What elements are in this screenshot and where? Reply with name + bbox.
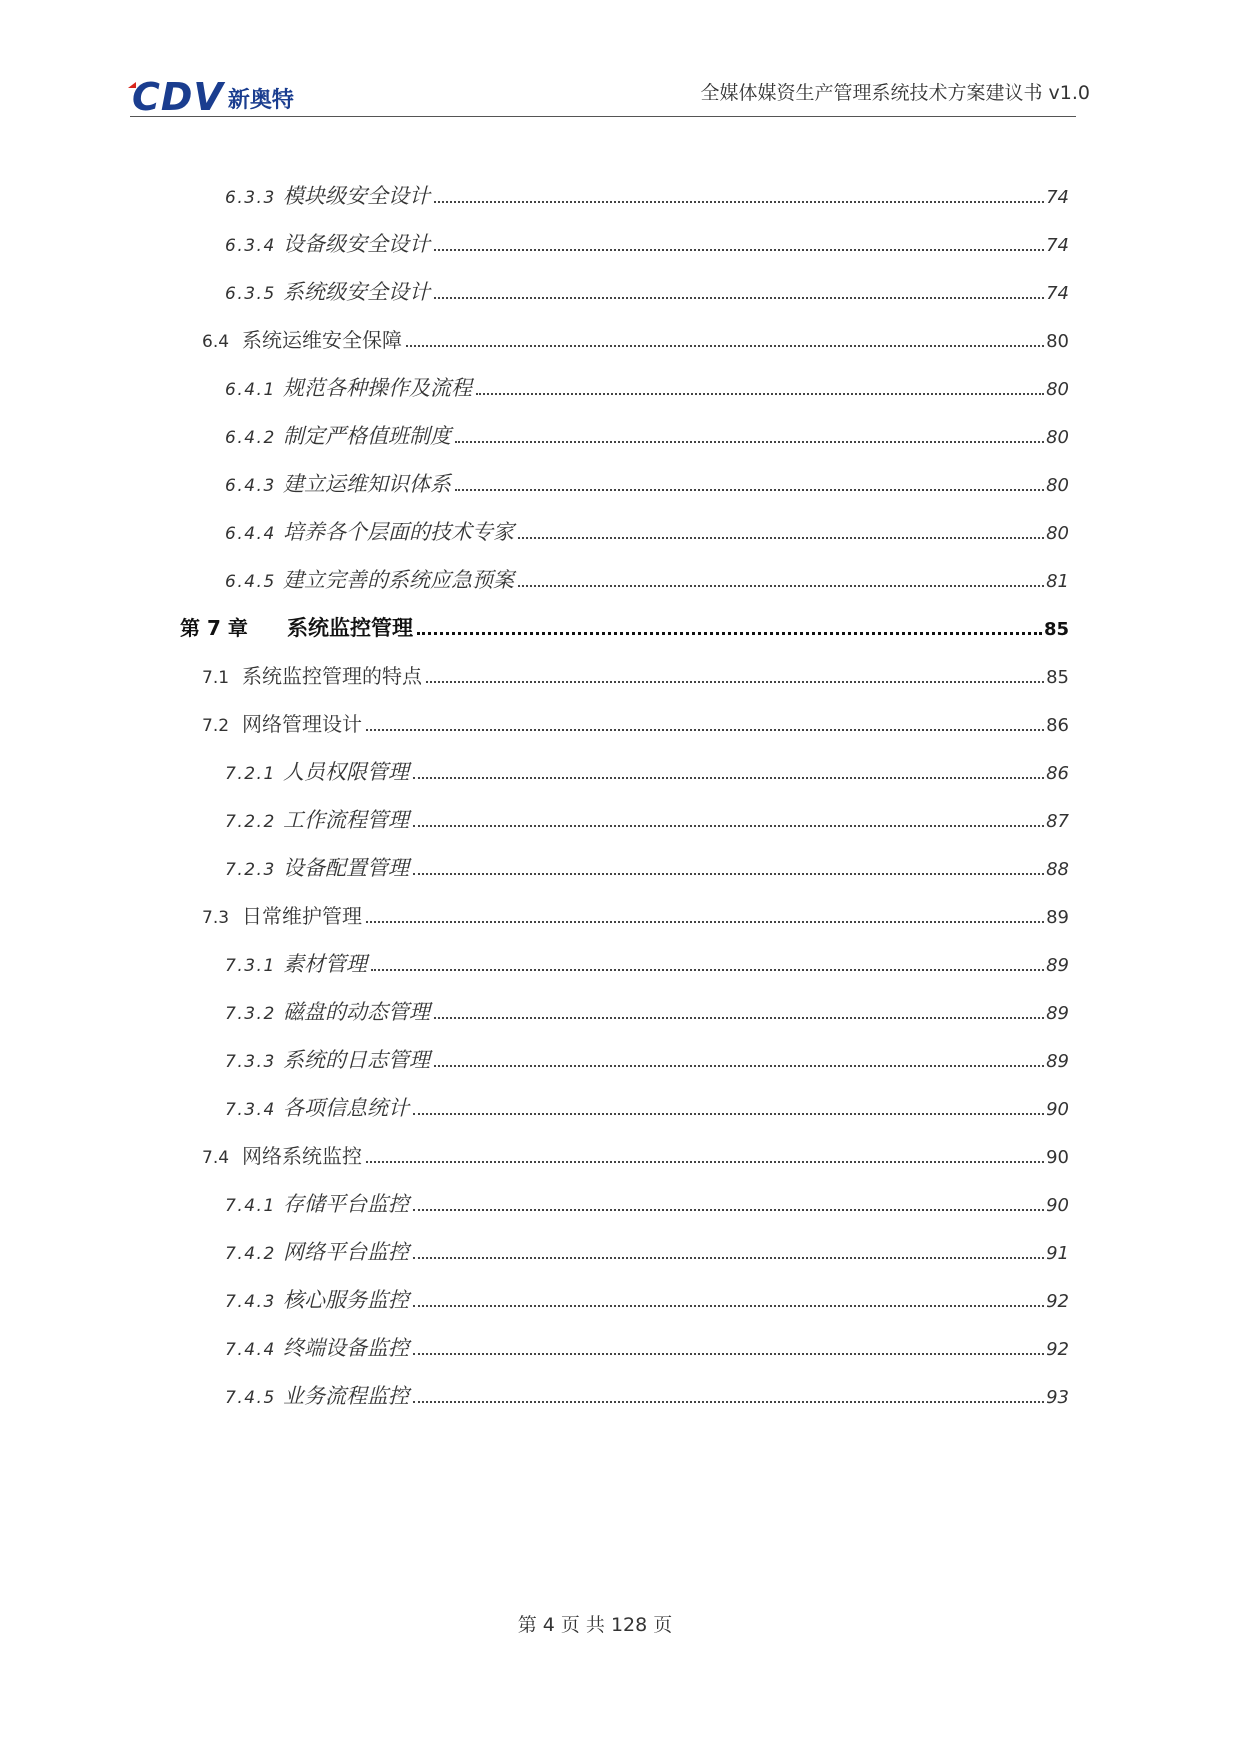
toc-entry-number: 6.4.3 [225,476,276,496]
toc-entry[interactable] [225,1188,1069,1218]
toc-entry-page: 74 [1046,187,1069,208]
toc-dot-leader [455,489,1044,491]
toc-entry-page: 88 [1046,859,1069,880]
toc-entry-title: 存储平台监控 [283,1192,409,1216]
toc-dot-leader [366,1161,1044,1163]
toc-entry-title: 建立运维知识体系 [283,472,451,496]
toc-dot-leader [371,969,1044,971]
toc-entry-title: 网络系统监控 [242,1144,362,1168]
toc-entry-page: 81 [1046,571,1069,592]
toc-entry[interactable] [225,996,1069,1026]
toc-dot-leader [434,1065,1044,1067]
toc-entry-page: 80 [1046,427,1069,448]
toc-entry-page: 93 [1046,1387,1069,1408]
toc-dot-leader [518,537,1044,539]
toc-entry-number: 6.3.3 [225,188,276,208]
toc-entry[interactable] [225,564,1069,594]
toc-dot-leader [434,1017,1044,1019]
toc-entry-title: 业务流程监控 [283,1384,409,1408]
toc-entry[interactable] [202,708,1069,738]
toc-entry-page: 87 [1046,811,1069,832]
toc-entry-title: 素材管理 [283,952,367,976]
toc-entry[interactable] [225,852,1069,882]
toc-entry-number: 7.2 [202,716,230,736]
toc-entry-number: 7.3.1 [225,956,276,976]
toc-entry-page: 74 [1046,235,1069,256]
toc-entry-title: 制定严格值班制度 [283,424,451,448]
toc-dot-leader [434,297,1044,299]
toc-dot-leader [413,1401,1044,1403]
toc-entry-title: 磁盘的动态管理 [283,1000,430,1024]
toc-entry-page: 90 [1046,1147,1069,1168]
toc-entry-number: 7.3 [202,908,230,928]
toc-entry-number: 7.1 [202,668,230,688]
toc-entry-page: 85 [1046,667,1069,688]
company-logo [132,75,294,119]
page-footer: 第 4 页 共 128 页 [517,1614,673,1636]
logo-chinese-name: 新奥特 [227,88,294,113]
toc-entry-title: 培养各个层面的技术专家 [283,520,514,544]
toc-entry-number: 7.4.1 [225,1196,276,1216]
toc-dot-leader [413,1113,1044,1115]
toc-entry-title: 设备级安全设计 [283,232,430,256]
toc-entry-number: 6.3.4 [225,236,276,256]
toc-entry-number: 7.3.3 [225,1052,276,1072]
toc-entry[interactable] [225,516,1069,546]
toc-entry-title: 工作流程管理 [283,808,409,832]
toc-entry[interactable] [202,660,1069,690]
toc-entry-page: 91 [1046,1243,1069,1264]
toc-entry[interactable] [180,612,1069,642]
toc-dot-leader [413,825,1044,827]
document-title: 全媒体媒资生产管理系统技术方案建议书 v1.0 [700,82,1090,104]
toc-entry[interactable] [225,420,1069,450]
toc-entry-title: 系统监控管理的特点 [242,664,422,688]
toc-dot-leader [413,1257,1044,1259]
toc-entry-number: 6.4.4 [225,524,276,544]
toc-entry-page: 80 [1046,331,1069,352]
toc-entry-page: 89 [1046,1051,1069,1072]
toc-entry-number: 6.4.5 [225,572,276,592]
toc-entry-page: 89 [1046,955,1069,976]
toc-dot-leader [476,393,1044,395]
toc-entry-number: 第 7 章 [180,616,248,640]
toc-entry-number: 7.4.5 [225,1388,276,1408]
toc-entry-title: 网络平台监控 [283,1240,409,1264]
toc-dot-leader [518,585,1044,587]
toc-entry[interactable] [202,324,1069,354]
toc-entry-number: 7.4.3 [225,1292,276,1312]
toc-entry[interactable] [225,372,1069,402]
toc-entry-number: 6.4.1 [225,380,276,400]
toc-entry[interactable] [225,804,1069,834]
toc-entry-number: 7.4.2 [225,1244,276,1264]
toc-entry[interactable] [225,1380,1069,1410]
toc-entry-number: 7.4 [202,1148,230,1168]
toc-entry[interactable] [225,1284,1069,1314]
toc-dot-leader [455,441,1044,443]
toc-entry-number: 7.3.4 [225,1100,276,1120]
toc-entry-number: 7.2.1 [225,764,276,784]
toc-entry-number: 7.4.4 [225,1340,276,1360]
toc-entry-page: 86 [1046,763,1069,784]
toc-entry-page: 92 [1046,1291,1069,1312]
toc-entry[interactable] [225,948,1069,978]
toc-entry[interactable] [225,180,1069,210]
toc-entry-title: 建立完善的系统应急预案 [283,568,514,592]
toc-dot-leader [406,345,1044,347]
toc-entry-title: 系统的日志管理 [283,1048,430,1072]
toc-entry-title: 各项信息统计 [283,1096,409,1120]
toc-dot-leader [417,632,1042,635]
toc-entry-title: 设备配置管理 [283,856,409,880]
toc-entry-page: 80 [1046,475,1069,496]
toc-entry-page: 85 [1043,619,1069,640]
toc-entry-title: 人员权限管理 [283,760,409,784]
toc-entry-title: 系统运维安全保障 [242,328,402,352]
toc-entry-number: 7.2.3 [225,860,276,880]
toc-dot-leader [413,873,1044,875]
toc-entry-page: 86 [1046,715,1069,736]
toc-entry-number: 6.3.5 [225,284,276,304]
toc-dot-leader [366,921,1044,923]
toc-dot-leader [413,777,1044,779]
toc-entry-title: 系统级安全设计 [283,280,430,304]
toc-entry-page: 92 [1046,1339,1069,1360]
toc-entry-title: 系统监控管理 [287,616,413,640]
toc-dot-leader [434,249,1044,251]
toc-entry[interactable] [225,1236,1069,1266]
logo-mark: CDV [132,75,224,119]
toc-entry-title: 日常维护管理 [242,904,362,928]
toc-entry[interactable] [225,228,1069,258]
toc-entry-page: 80 [1046,379,1069,400]
toc-entry-title: 模块级安全设计 [283,184,430,208]
toc-entry[interactable] [225,1044,1069,1074]
toc-entry-page: 90 [1046,1099,1069,1120]
toc-entry[interactable] [225,1332,1069,1362]
toc-entry-number: 7.2.2 [225,812,276,832]
toc-entry-title: 规范各种操作及流程 [283,376,472,400]
toc-dot-leader [426,681,1044,683]
toc-entry[interactable] [225,468,1069,498]
page-header [130,70,1090,119]
toc-dot-leader [366,729,1044,731]
toc-entry[interactable] [225,276,1069,306]
toc-entry-page: 90 [1046,1195,1069,1216]
toc-dot-leader [413,1353,1044,1355]
toc-entry-number: 6.4 [202,332,230,352]
toc-entry-number: 6.4.2 [225,428,276,448]
toc-entry-title: 网络管理设计 [242,712,362,736]
toc-entry-page: 89 [1046,1003,1069,1024]
toc-entry-title: 核心服务监控 [283,1288,409,1312]
toc-entry-page: 80 [1046,523,1069,544]
toc-dot-leader [413,1305,1044,1307]
toc-dot-leader [413,1209,1044,1211]
toc-entry[interactable] [202,1140,1069,1170]
toc-entry-title: 终端设备监控 [283,1336,409,1360]
toc-dot-leader [434,201,1044,203]
toc-entry[interactable] [202,900,1069,930]
toc-entry-number: 7.3.2 [225,1004,276,1024]
toc-entry[interactable] [225,756,1069,786]
toc-entry-page: 74 [1046,283,1069,304]
toc-entry[interactable] [225,1092,1069,1122]
toc-entry-page: 89 [1046,907,1069,928]
